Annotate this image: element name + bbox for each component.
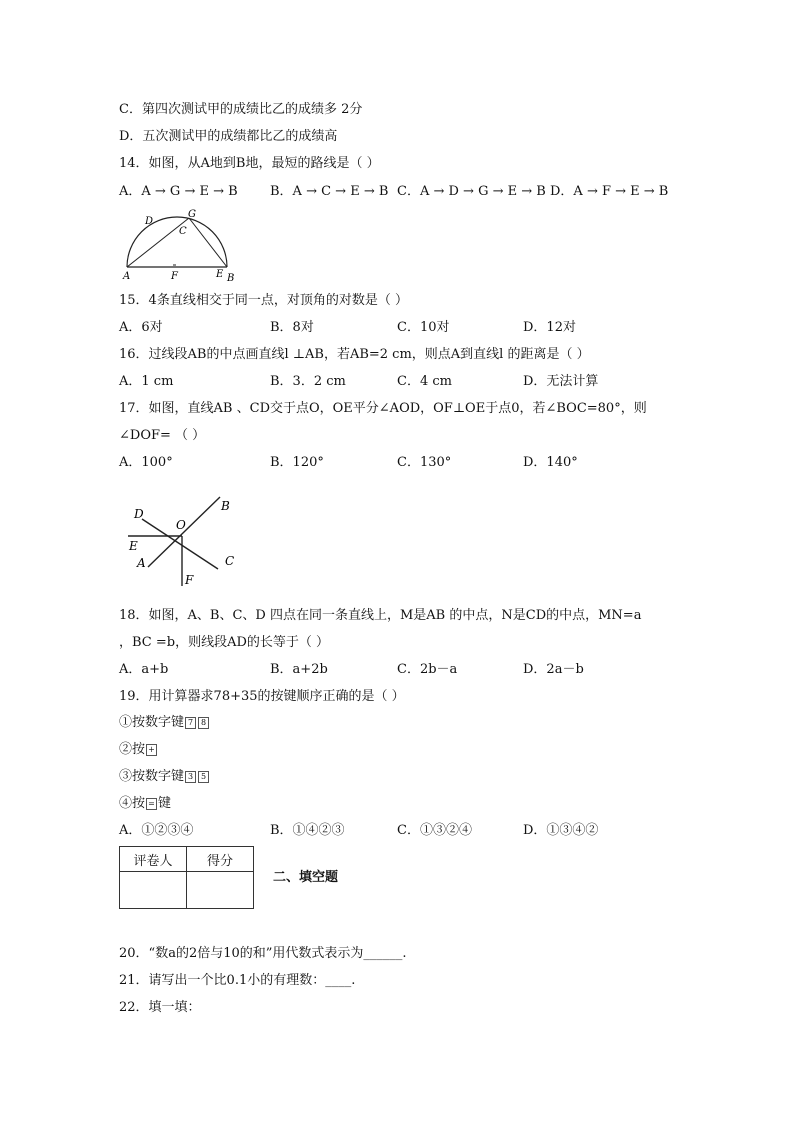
key-7-icon: 7	[185, 717, 196, 729]
fig-label-o: O	[176, 518, 186, 532]
q16-option-a: A．1 cm	[119, 374, 174, 389]
fig-label-d: D	[134, 507, 144, 521]
q17-stem-line1: 17．如图，直线AB 、CD交于点O，OE平分∠AOD，OF⊥OE于点0，若∠BOC=80°，则	[119, 401, 647, 416]
fig-label-a: A	[137, 556, 146, 570]
q13-option-c: C．第四次测试甲的成绩比乙的成绩多 2分	[119, 102, 363, 117]
q16-option-c: C．4 cm	[397, 374, 452, 389]
fig-label-b: B	[221, 499, 230, 513]
q17-stem-line2: ∠DOF= （ ）	[119, 428, 206, 443]
q19-option-c: C．①③②④	[397, 823, 472, 838]
fig-label-e: E	[216, 269, 224, 280]
q15-option-a: A．6对	[119, 320, 163, 335]
fig-label-d: D	[145, 216, 154, 227]
fig-label-g: G	[188, 209, 196, 220]
section-title-fill-in: 二、填空题	[273, 870, 339, 885]
fig-label-f: F	[185, 573, 194, 587]
score-table-grader-cell[interactable]	[120, 872, 187, 909]
fig-label-e: E	[129, 539, 138, 553]
fig-label-c: C	[179, 226, 187, 237]
q14-stem: 14．如图，从A地到B地，最短的路线是（ ）	[119, 156, 380, 171]
q17-intersecting-lines-figure	[124, 490, 244, 590]
q18-stem-line2: ，BC =b，则线段AD的长等于（ ）	[119, 635, 330, 650]
q15-stem: 15．4条直线相交于同一点，对顶角的对数是（ ）	[119, 293, 408, 308]
q19-step-1-text: ①按数字键	[119, 715, 185, 730]
fig-label-c: C	[225, 554, 235, 568]
q19-step-3	[119, 768, 210, 786]
q19-option-d: D．①③④②	[523, 823, 599, 838]
key-3-icon: 3	[185, 771, 196, 783]
q19-step-2	[119, 741, 158, 759]
q17-option-a: A．100°	[119, 455, 173, 470]
q14-option-b: B．A → C → E → B	[270, 184, 389, 199]
q19-step-3-text: ③按数字键	[119, 769, 185, 784]
q16-option-d: D．无法计算	[523, 374, 599, 389]
q18-stem-line1: 18．如图，A、B、C、D 四点在同一条直线上，M是AB 的中点，N是CD的中点，MN=a	[119, 608, 642, 623]
q19-stem: 19．用计算器求78+35的按键顺序正确的是（ ）	[119, 689, 405, 704]
q15-option-c: C．10对	[397, 320, 450, 335]
key-5-icon: 5	[198, 771, 209, 783]
q19-step-4-suffix: 键	[158, 796, 172, 811]
score-table-header-score: 得分	[187, 847, 254, 872]
q21-stem: 21．请写出一个比0.1小的有理数：____.	[119, 973, 356, 988]
q20-stem: 20．“数a的2倍与10的和”用代数式表示为______.	[119, 946, 407, 961]
score-table	[119, 846, 254, 909]
q15-option-d: D．12对	[523, 320, 576, 335]
q13-option-d: D．五次测试甲的成绩都比乙的成绩高	[119, 129, 338, 144]
q19-step-2-text: ②按	[119, 742, 146, 757]
q18-option-d: D．2a－b	[523, 662, 584, 677]
fig-label-a: A	[123, 271, 131, 282]
q18-option-b: B．a+2b	[270, 662, 328, 677]
q15-option-b: B．8对	[270, 320, 314, 335]
q17-option-d: D．140°	[523, 455, 578, 470]
q14-option-d: D．A → F → E → B	[550, 184, 669, 199]
q16-stem: 16．过线段AB的中点画直线l ⊥AB，若AB=2 cm，则点A到直线l 的距离是（ ）	[119, 347, 590, 362]
q16-option-b: B．3．2 cm	[270, 374, 346, 389]
q18-option-c: C．2b－a	[397, 662, 458, 677]
q14-option-a: A．A → G → E → B	[119, 184, 238, 199]
key-equals-icon: =	[146, 798, 157, 810]
q14-option-c: C．A → D → G → E → B	[397, 184, 546, 199]
key-8-icon: 8	[198, 717, 209, 729]
q19-step-4	[119, 795, 171, 813]
q19-option-b: B．①④②③	[270, 823, 345, 838]
fig-label-f: F	[171, 271, 178, 282]
key-plus-icon: +	[146, 744, 157, 756]
q22-stem: 22．填一填：	[119, 1000, 201, 1015]
q17-option-b: B．120°	[270, 455, 324, 470]
q19-step-4-text: ④按	[119, 796, 146, 811]
score-table-header-grader: 评卷人	[120, 847, 187, 872]
q19-step-1	[119, 714, 210, 732]
score-table-score-cell[interactable]	[187, 872, 254, 909]
q19-option-a: A．①②③④	[119, 823, 194, 838]
fig-label-b: B	[227, 273, 235, 283]
q17-option-c: C．130°	[397, 455, 452, 470]
q14-semicircle-figure	[118, 205, 244, 283]
q18-option-a: A．a+b	[119, 662, 169, 677]
